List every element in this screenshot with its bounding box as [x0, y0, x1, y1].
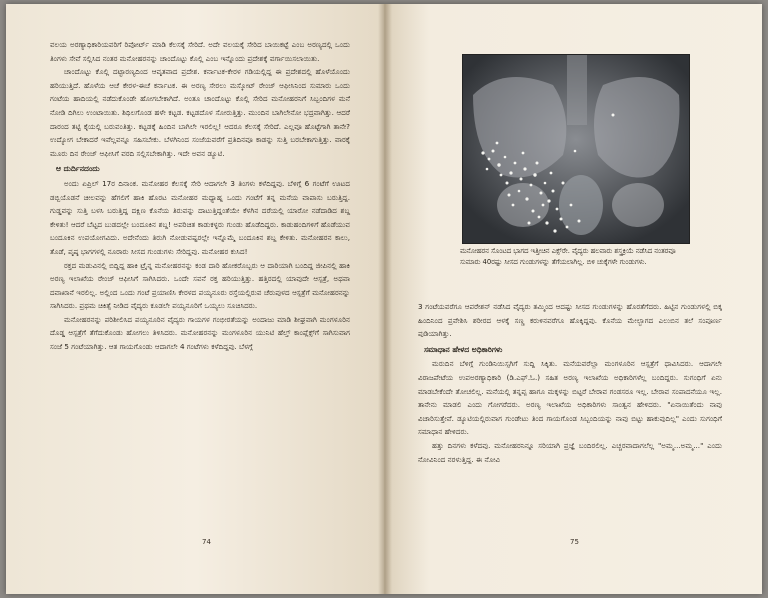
book-spread — [6, 4, 762, 594]
xray-illustration — [463, 55, 689, 243]
left-section-heading: ಆ ದುರ್ದಿನದಂದು — [56, 164, 100, 174]
left-page-number: 74 — [202, 538, 211, 546]
left-text-column — [50, 38, 350, 354]
left-paragraph-2: ಚಾಂದೊಟ್ಟು ಕೊಲ್ಲಿ ದಟ್ಟಾರಣ್ಯದಿಂದ ಆವೃತವಾದ ಪ್ರದೇಶ. ಕರ್ನಾಟಕ-ಕೇರಳ ಗಡಿಯಲ್ಲಿದ್ದ ಈ ಪ್ರದೇಶದಲ್ಲಿ ಹೊಳೆಯೊಂದು ಹರಿಯುತ್ತಿದೆ. ಹೊಳೆಯ ಆಚೆ ಕೇರಳ-ಈಚೆ ಕರ್ನಾಟಕ. ಈ ಅರಣ್ಯ ಸೇರಲು ಮಸ್ಕೋಟ್ ರೇಂಜ್ ಆಫೀಸಿನಿಂದ ಸುಮಾರು ಒಂದು ಗಂಟೆಯ ಹಾದಿಯಲ್ಲಿ ನಡೆದುಕೊಂಡೇ ಹೋಗಬೇಕಾಗಿದೆ. ಅಂತೂ ಚಾಂದೊಟ್ಟು ಕೊಲ್ಲಿ ಸೇರಿದ ಮನೋಹರನಿಗೆ ಸಿಬ್ಬಂದಿಗಳ ಮನೆ ನೋಡಿ ದಿಗಿಲು ಉಂಟಾಯಿತು. ಶಿಥಿಲಗೊಂಡ ಹಳೇ ಕಟ್ಟಡ. ಕಟ್ಟಡದೊಳ ಸೋರುತ್ತಿತ್ತು. ಮುಂದಿನ ಬಾಗಿಲೇನೋ ಭದ್ರವಾಗಿತ್ತು. ಆದರೆ ದಾರಂದ ತಟ್ಟಿ ಕೈಯಲ್ಲಿ ಬರುವಂತಿತ್ತು. ಕಟ್ಟಡಕ್ಕೆ ಹಿಂದಿನ ಬಾಗಿಲೇ ಇರಲಿಲ್ಲ! ಆದರೂ ಕೆಲಸಕ್ಕೆ ಸೇರಿದೆ. ಎಲ್ಲವೂ ಹೊಟ್ಟೆಗಾಗಿ ತಾನೇ? ಉದ್ಯೋಗ ಬೇಕಾದರೆ ಇವೆಲ್ಲವನ್ನೂ ಸಹಿಸಬೇಕು. ಬೆಳಗಿನಿಂದ ಸಂಜೆಯವರೆಗೆ ಪ್ರತಿದಿನವೂ ಕಾಡನ್ನು ಸುತ್ತಿ ಬರಬೇಕಾಗುತ್ತಿತ್ತು. ವಾರಕ್ಕೆ ಮೂರು ದಿನ ರೇಂಜ್ ಆಫೀಸಿಗೆ ವರದಿ ಸಲ್ಲಿಸಬೇಕಾಗಿತ್ತು. ಇದೇ ಅವನ ಡ್ಯೂಟಿ. — [50, 67, 350, 158]
right-paragraph-2: ಮರುದಿನ ಬೆಳಿಗ್ಗೆ ಗುಂಡಿನಿಯಿಸ್ಸಗಿಗೆ ಸುದ್ದಿ ಸಿಕ್ಕಿತು. ಮನೆಯವರೆಲ್ಲಾ ಮಂಗಳೂರಿನ ಆಸ್ಪತ್ರೆಗೆ ಧಾವಿಸಿದರು. ಆದಾಗಲೇ ವಿರಾಜಪೇಟೆಯ ಉಪಅರಣ್ಯಾಧಿಕಾರಿ (ಡಿ.ಎಫ್.ಓ.) ಸಹಿತ ಅರಣ್ಯ ಇಲಾಖೆಯ ಅಧಿಕಾರಿಗಳೆಲ್ಲ ಬಂದಿದ್ದರು. ಸುಗಂಧಿಗೆ ಏನು ಮಾಡಬೇಕೆಂದೇ ತೋಚಲಿಲ್ಲ. ಮನೆಯಲ್ಲಿ ತನ್ನಪ್ಪ ಹಾಗೂ ಮಕ್ಕಳನ್ನು ಬಿಟ್ಟರೆ ಬೇರಾವ ಗಂಡಸರೂ ಇಲ್ಲ. ಬೇರಾವ ಸಂಪಾದನೆಯೂ ಇಲ್ಲ. ತಾನೇನು ಮಾಡಲಿ ಎಂದು ಗೋಗರೆದರು. ಅರಣ್ಯ ಇಲಾಖೆಯ ಅಧಿಕಾರಿಗಳು ಸಾಂತ್ವನ ಹೇಳಿದರು. "ಏನಾಯಿತೆಂದು ನಾವು ವಿಚಾರಿಸುತ್ತೇವೆ. ಡ್ಯೂಟಿಯಲ್ಲಿರುವಾಗ ಗುಂಡೇಟು ತಿಂದ ಗಾಯಗೊಂಡ ಸಿಬ್ಬಂದಿಯನ್ನು ನಾವು ಬಿಟ್ಟು ಹಾಕುವುದಿಲ್ಲ" ಎಂದು ಸುಗಂಧಿಗೆ ಸಮಾಧಾನ ಹೇಳಿದರು. — [418, 359, 722, 437]
right-paragraph-3: ಹತ್ತು ದಿನಗಳು ಕಳೆದವು. ಮನೋಹರನಿನ್ನೂ ಸರಿಯಾಗಿ ಪ್ರಜ್ಞೆ ಬಂದಿರಲಿಲ್ಲ. ಎಚ್ಚರವಾದಾಗಲೆಲ್ಲ "ಅಮ್ಮ...ಅಮ್ಮ..." ಎಂದು ನೋವಿನಿಂದ ನರಳುತ್ತಿದ್ದ. ಈ ನೋವಿ — [418, 440, 722, 464]
right-page-number: 75 — [570, 538, 579, 546]
right-page — [384, 4, 762, 594]
xray-photo — [462, 54, 690, 244]
right-text-column — [418, 300, 722, 466]
left-paragraph-4: ರಕ್ತದ ಮಡುವಿನಲ್ಲಿ ಬಿದ್ದಿದ್ದ ಹಾಕಿ ಟ್ರೈನ್ನ ಮನೋಹರನನ್ನು ಕಂಡ ದಾರಿ ಹೋಕರೊಬ್ಬರು ಆ ದಾರಿಯಾಗಿ ಬಂದಿದ್ದ ಜೀಪಿನಲ್ಲಿ ಹಾಕಿ ಅರಣ್ಯ ಇಲಾಖೆಯ ರೇಂಜ್ ಆಫೀಸಿಗೆ ಸಾಗಿಸಿದರು. ಒಂದೇ ಸವನೆ ರಕ್ತ ಹರಿಯುತ್ತಿತ್ತು. ಹತ್ತಿರದಲ್ಲಿ ಯಾವುದೇ ಆಸ್ಪತ್ರೆ, ಅಥವಾ ದವಾಖಾನೆ ಇರಲಿಲ್ಲ. ಅಲ್ಲಿಂದ ಒಂದು ಗಂಟೆ ಪ್ರಯಾಣಿಸಿ ಕೇರಳದ ಪಯ್ಯನೂರು ರಸ್ತೆಯಲ್ಲಿರುವ ಚೆರುಪುಳದ ಆಸ್ಪತ್ರೆಗೆ ಮನೋಹರನನ್ನು ಸಾಗಿಸಿದರು. ಪ್ರಥಮ ಚಿಕಿತ್ಸೆ ನೀಡಿದ ವೈದ್ಯರು ಕೂಡಲೇ ಪಯ್ಯನೂರಿಗೆ ಒಯ್ಯಲು ಸೂಚಿಸಿದರು. — [50, 260, 350, 311]
left-page — [6, 4, 384, 594]
photo-caption: ಮನೋಹರನ ಸೊಂಟದ ಭಾಗದ ಇತ್ತೀಚಿನ ಎಕ್ಸ್‌ರೇ. ವೈದ್ಯರು ಹಲವಾರು ಶಸ್ತ್ರಕ್ರಿಯೆ ನಡೆಸಿದ ನಂತರವೂ ಸುಮಾರು 40ರಷ್ಟು ಸೀಸದ ಗುಂಡುಗಳನ್ನು ತೆಗೆಯಲಾಗಿಲ್ಲ. ಬಿಳಿ ಚುಕ್ಕೆಗಳೇ ಗುಂಡುಗಳು. — [460, 247, 676, 266]
left-paragraph-5: ಮನೋಹರನನ್ನು ಪರಿಶೀಲಿಸಿದ ಪಯ್ಯನೂರಿನ ವೈದ್ಯರು ಗಾಯಗಳ ಗಂಭೀರತೆಯನ್ನು ಅಂದಾಜು ಮಾಡಿ ಶೀಘ್ರವಾಗಿ ಮಂಗಳೂರಿನ ದೊಡ್ಡ ಆಸ್ಪತ್ರೆಗೆ ತೆಗೆದುಕೊಂಡು ಹೋಗಲು ತಿಳಿಸಿದರು. ಮನೋಹರನನ್ನು ಮಂಗಳೂರಿನ ಯುನಿಟಿ ಹೆಲ್ತ್ ಕಾಂಪ್ಲೆಕ್ಸ್‌ಗೆ ಸಾಗಿಸುವಾಗ ಸಂಜೆ 5 ಗಂಟೆಯಾಗಿತ್ತು. ಆತ ಗಾಯಗೊಂಡು ಆದಾಗಲೇ 4 ಗಂಟೆಗಳು ಕಳೆದಿದ್ದವು. ಬೆಳಗ್ಗೆ — [50, 314, 350, 352]
right-section-heading: ಸಮಾಧಾನ ಹೇಳದ ಅಧಿಕಾರಿಗಳು — [424, 344, 503, 354]
left-paragraph-1: ವಲಯ ಅರಣ್ಯಾಧಿಕಾರಿಯವರಿಗೆ ರಿಪೋರ್ಟ್ ಮಾಡಿ ಕೆಲಸಕ್ಕೆ ಸೇರಿದೆ. ಅದೇ ವಲಯಕ್ಕೆ ಸೇರಿದ ಬಾಯಿಕಟ್ಟೆ ಎಂಬ ಅರಣ್ಯದಲ್ಲಿ ಒಂದು ತಿಂಗಳು ಸೇವೆ ಸಲ್ಲಿಸಿದ ನಂತರ ಮನೋಹರನನ್ನು ಚಾಂದೊಟ್ಟು ಕೊಲ್ಲಿ ಎಂಬ ಇನ್ನೊಂದು ಪ್ರದೇಶಕ್ಕೆ ವರ್ಗಾಯಿಸಲಾಯಿತು. — [50, 40, 350, 63]
book-gutter — [378, 4, 392, 594]
left-paragraph-3: ಅಂದು ಏಪ್ರಿಲ್ 17ರ ದಿನಾಂಕ. ಮನೋಹರ ಕೆಲಸಕ್ಕೆ ಸೇರಿ ಆದಾಗಲೇ 3 ತಿಂಗಳು ಕಳೆದಿದ್ದವು. ಬೆಳಿಗ್ಗೆ 6 ಗಂಟೆಗೆ ಊಟದ ಡಬ್ಬಿಯೊಡನೆ ಚೀಲವನ್ನು ಹೆಗಲಿಗೆ ಹಾಕಿ ಹೊರಟ ಮನೋಹರ ಮಧ್ಯಾಹ್ನ ಒಂದು ಗಂಟೆಗೆ ತನ್ನ ಮನೆಯ ವಾಪಾಸು ಬರುತ್ತಿದ್ದ. ಗುಡ್ಡವನ್ನು ಸುತ್ತಿ ಬಳಸಿ ಬರುತ್ತಿದ್ದ ದಕ್ಷಿಣ ಕೊನೆಯ ತಿರುವನ್ನು ದಾಟುತ್ತಿದ್ದಂತೆಯೇ ಕೆಳಗಿನ ದರೆಯಲ್ಲಿ ಯಾರೋ ನಡೆದಾಡಿದ ಶಬ್ದ ಕೇಳಿತು! ಆದರೆ ಬೆಟ್ಟದ ಬುಡದಲ್ಲೇ ಬಂದೂಕಿನ ಶಬ್ದ! ಅಪರಿಚಿತ ಕಾಡುಕಳ್ಳರು ಗುಂಡು ಹೊಡೆದಿದ್ದರು. ಕಾಡುಹಂದಿಗಳಿಗೆ ಹೊಡೆಯುವ ಬಂದೂಕಿನ ಉಪಯೋಗವಿದು. ಅದೇನೆಂದು ತಿರುಗಿ ನೋಡುವಷ್ಟರಲ್ಲೇ ಇನ್ನೊಮ್ಮೆ ಬಂದೂಕಿನ ಶಬ್ದ ಕೇಳಿತು. ಮನೋಹರನ ಕಾಲು, ತೊಡೆ, ಪೃಷ್ಠ ಭಾಗಗಳಲ್ಲಿ ನೂರಾರು ಸೀಸದ ಗುಂಡುಗಳು ಸೇರಿದ್ದವು. ಮನೋಹರ ಕುಸಿದ! — [50, 178, 350, 256]
right-paragraph-1: 3 ಗಂಟೆಯವರೆಗೂ ಆಪರೇಶನ್ ನಡೆಸಿದ ವೈದ್ಯರು ತಮ್ಮಿಂದ ಆದಷ್ಟು ಸೀಸದ ಗುಂಡುಗಳನ್ನು ಹೊರತೆಗೆದರು. ಹಿಟ್ಟಿನ ಗುಂಡುಗಳಲ್ಲಿ ಬಿಕ್ಕ ಹಿಂದಿನಿಂದ ಪ್ರವೇಶಿಸಿ ಶರೀರದ ಆಳಕ್ಕೆ ಸಣ್ಣ ಕರುಳಿನವರೆಗೂ ಹೊಕ್ಕಿದ್ದವು. ಕೊನೆಯ ಮೇಲ್ಭಾಗದ ಎಲುಬಿನ ತಲೆ ಸಂಪೂರ್ಣ ಪುಡಿಯಾಗಿತ್ತು. — [418, 302, 722, 339]
